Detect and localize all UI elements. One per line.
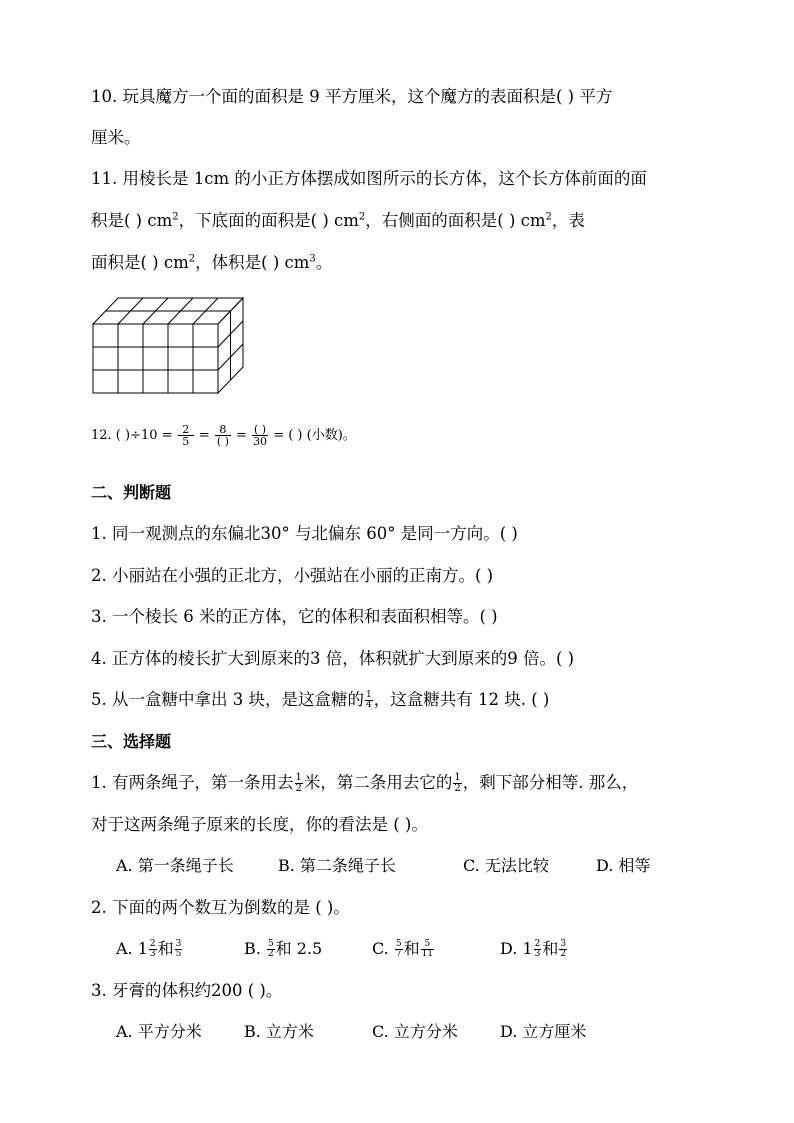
section-2-title: 二、判断题 [91, 483, 172, 502]
choice-q1-line2: 对于这两条绳子原来的长度，你的看法是 ( )。 [91, 815, 428, 834]
judge-item-3: 3. 一个棱长 6 米的正方体，它的体积和表面积相等。( ) [91, 607, 498, 626]
q11-line1: 11. 用棱长是 1cm 的小正方体摆成如图所示的长方体，这个长方体前面的面 [91, 169, 647, 188]
judge-item-5-fraction: $\frac{1}{4}$ [365, 690, 372, 710]
choice-q1-option-d: D. 相等 [596, 856, 651, 875]
choice-q2-option-d: D. 1 $\frac{2}{3}$ 和 $\frac{3}{2}$ [500, 939, 567, 959]
q10-line2: 厘米。 [91, 128, 141, 147]
choice-q3-text: 3. 牙膏的体积约200 ( )。 [91, 981, 283, 1000]
section-3-title: 三、选择题 [91, 732, 172, 751]
judge-item-5: 5. 从一盒糖中拿出 3 块，是这盒糖的 $\frac{1}{4}$ ，这盒糖共有 12 块. ( ) [91, 690, 550, 710]
choice-q3-option-c: C. 立方分米 [372, 1022, 458, 1041]
q12-fraction-2: $\frac{8}{( )}$ [216, 423, 229, 448]
choice-q3-option-a: A. 平方分米 [116, 1022, 202, 1041]
choice-q1-line1: 1. 有两条绳子，第一条用去 $\frac{1}{2}$ 米，第二条用去它的 $\frac{1}{2}$ ，剩下部分相等. 那么， [91, 772, 639, 794]
choice-q2-option-a: A. 1 $\frac{2}{3}$ 和 $\frac{3}{5}$ [116, 939, 182, 959]
choice-q1-fraction-b: $\frac{1}{2}$ [454, 772, 461, 794]
choice-q2-option-b: B. $\frac{5}{2}$ 和 2.5 [244, 939, 323, 959]
choice-q2-text: 2. 下面的两个数互为倒数的是 ( )。 [91, 898, 350, 917]
choice-q3-option-b: B. 立方米 [244, 1022, 314, 1041]
q11-line3: 面积是( ) $cm^2$，体积是( ) $cm^3$。 [91, 253, 333, 272]
q10-line1: 10. 玩具魔方一个面的面积是 9 平方厘米，这个魔方的表面积是( ) 平方 [91, 87, 613, 106]
judge-item-1: 1. 同一观测点的东偏北30° 与北偏东 60° 是同一方向。( ) [91, 524, 518, 543]
cuboid-figure [90, 295, 250, 395]
q12-fraction-3: $\frac{( )}{30}$ [253, 423, 268, 448]
judge-item-4: 4. 正方体的棱长扩大到原来的3 倍，体积就扩大到原来的9 倍。( ) [91, 649, 575, 668]
q11-line2: 积是( ) $cm^2$，下底面的面积是( ) $cm^2$，右侧面的面积是( ) $cm^2$，表 [91, 211, 585, 230]
choice-q3-option-d: D. 立方厘米 [500, 1022, 587, 1041]
cuboid-front-face [93, 324, 218, 393]
choice-q1-fraction-a: $\frac{1}{2}$ [295, 772, 302, 794]
q12-fraction-1: $\frac{2}{5}$ [178, 424, 194, 447]
choice-q2-option-c: C. $\frac{5}{7}$ 和 $\frac{5}{11}$ [372, 939, 434, 959]
judge-item-2: 2. 小丽站在小强的正北方，小强站在小丽的正南方。( ) [91, 566, 494, 585]
choice-q1-option-b: B. 第二条绳子长 [278, 856, 396, 875]
choice-q1-option-c: C. 无法比较 [463, 856, 549, 875]
choice-q1-option-a: A. 第一条绳子长 [116, 856, 234, 875]
q12-equation: 12. ( )÷10 = $\frac{2}{5}$ = $\frac{8}{( )}$ = $\frac{( )}{30}$ = ( ) (小数)。 [91, 423, 356, 448]
